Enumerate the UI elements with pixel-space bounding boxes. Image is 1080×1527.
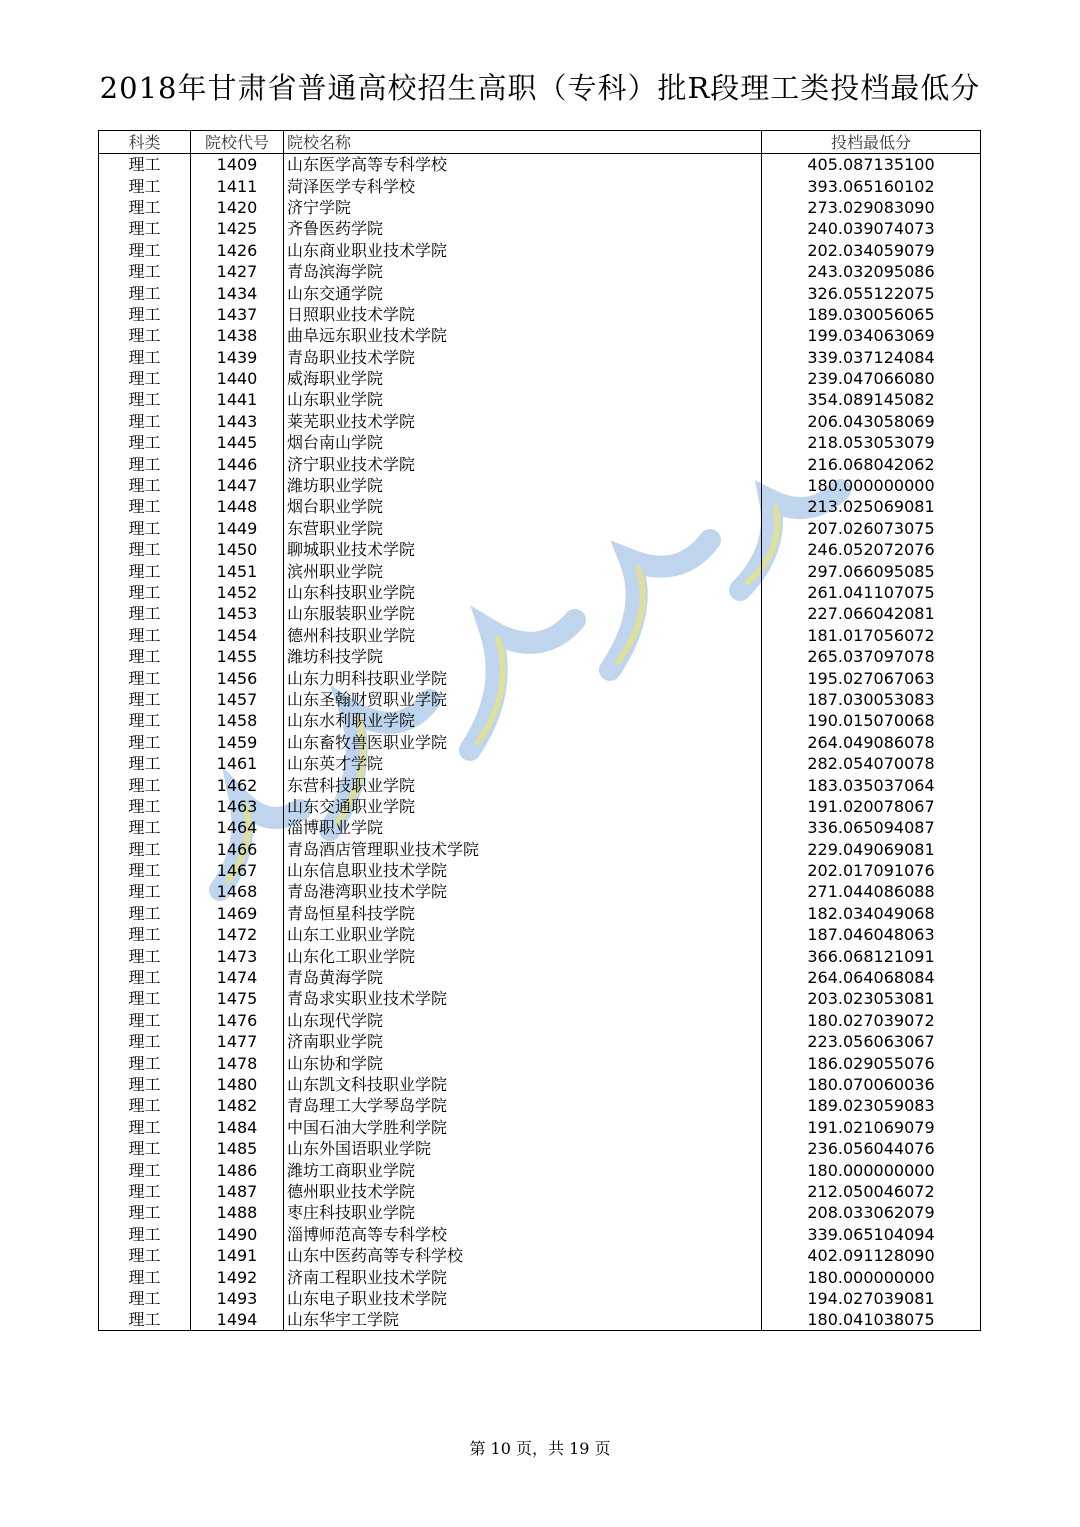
school-code-cell: 1425 bbox=[191, 218, 284, 239]
table-row bbox=[99, 710, 981, 731]
table-row bbox=[99, 154, 981, 176]
table-row bbox=[99, 924, 981, 945]
school-name-cell: 山东外国语职业学院 bbox=[284, 1138, 762, 1159]
header-category: 科类 bbox=[99, 131, 191, 154]
table-row bbox=[99, 240, 981, 261]
table-row bbox=[99, 860, 981, 881]
min-score-cell: 202.034059079 bbox=[762, 240, 981, 261]
category-cell: 理工 bbox=[99, 817, 191, 838]
min-score-cell: 264.049086078 bbox=[762, 732, 981, 753]
table-row bbox=[99, 903, 981, 924]
school-code-cell: 1493 bbox=[191, 1288, 284, 1309]
min-score-cell: 191.021069079 bbox=[762, 1117, 981, 1138]
category-cell: 理工 bbox=[99, 881, 191, 902]
min-score-cell: 202.017091076 bbox=[762, 860, 981, 881]
min-score-cell: 206.043058069 bbox=[762, 411, 981, 432]
school-code-cell: 1420 bbox=[191, 197, 284, 218]
school-name-cell: 山东凯文科技职业学院 bbox=[284, 1074, 762, 1095]
school-code-cell: 1461 bbox=[191, 753, 284, 774]
min-score-cell: 402.091128090 bbox=[762, 1245, 981, 1266]
table-row bbox=[99, 881, 981, 902]
school-name-cell: 潍坊职业学院 bbox=[284, 475, 762, 496]
school-name-cell: 山东交通职业学院 bbox=[284, 796, 762, 817]
school-code-cell: 1468 bbox=[191, 881, 284, 902]
school-name-cell: 枣庄科技职业学院 bbox=[284, 1202, 762, 1223]
school-code-cell: 1492 bbox=[191, 1266, 284, 1287]
category-cell: 理工 bbox=[99, 154, 191, 176]
min-score-cell: 199.034063069 bbox=[762, 325, 981, 346]
category-cell: 理工 bbox=[99, 518, 191, 539]
school-name-cell: 齐鲁医药学院 bbox=[284, 218, 762, 239]
school-name-cell: 青岛理工大学琴岛学院 bbox=[284, 1095, 762, 1116]
min-score-cell: 213.025069081 bbox=[762, 496, 981, 517]
school-name-cell: 山东电子职业技术学院 bbox=[284, 1288, 762, 1309]
table-row bbox=[99, 282, 981, 303]
school-code-cell: 1475 bbox=[191, 988, 284, 1009]
category-cell: 理工 bbox=[99, 1031, 191, 1052]
school-code-cell: 1458 bbox=[191, 710, 284, 731]
school-name-cell: 青岛酒店管理职业技术学院 bbox=[284, 839, 762, 860]
min-score-cell: 223.056063067 bbox=[762, 1031, 981, 1052]
school-code-cell: 1486 bbox=[191, 1159, 284, 1180]
category-cell: 理工 bbox=[99, 1202, 191, 1223]
table-row bbox=[99, 1031, 981, 1052]
min-score-cell: 208.033062079 bbox=[762, 1202, 981, 1223]
category-cell: 理工 bbox=[99, 1074, 191, 1095]
min-score-cell: 218.053053079 bbox=[762, 432, 981, 453]
school-code-cell: 1474 bbox=[191, 967, 284, 988]
school-code-cell: 1454 bbox=[191, 625, 284, 646]
table-row bbox=[99, 1266, 981, 1287]
category-cell: 理工 bbox=[99, 325, 191, 346]
min-score-cell: 366.068121091 bbox=[762, 945, 981, 966]
category-cell: 理工 bbox=[99, 1052, 191, 1073]
school-name-cell: 潍坊工商职业学院 bbox=[284, 1159, 762, 1180]
table-row bbox=[99, 432, 981, 453]
category-cell: 理工 bbox=[99, 839, 191, 860]
school-name-cell: 山东信息职业技术学院 bbox=[284, 860, 762, 881]
category-cell: 理工 bbox=[99, 1181, 191, 1202]
table-row bbox=[99, 496, 981, 517]
table-row bbox=[99, 1224, 981, 1245]
school-code-cell: 1478 bbox=[191, 1052, 284, 1073]
school-code-cell: 1490 bbox=[191, 1224, 284, 1245]
min-score-cell: 243.032095086 bbox=[762, 261, 981, 282]
category-cell: 理工 bbox=[99, 1159, 191, 1180]
table-row bbox=[99, 1181, 981, 1202]
school-code-cell: 1438 bbox=[191, 325, 284, 346]
school-code-cell: 1494 bbox=[191, 1309, 284, 1331]
school-code-cell: 1448 bbox=[191, 496, 284, 517]
category-cell: 理工 bbox=[99, 1288, 191, 1309]
school-code-cell: 1466 bbox=[191, 839, 284, 860]
category-cell: 理工 bbox=[99, 646, 191, 667]
min-score-cell: 191.020078067 bbox=[762, 796, 981, 817]
min-score-cell: 264.064068084 bbox=[762, 967, 981, 988]
category-cell: 理工 bbox=[99, 496, 191, 517]
school-name-cell: 菏泽医学专科学校 bbox=[284, 175, 762, 196]
school-name-cell: 莱芜职业技术学院 bbox=[284, 411, 762, 432]
category-cell: 理工 bbox=[99, 411, 191, 432]
header-min-score: 投档最低分 bbox=[762, 131, 981, 154]
min-score-cell: 195.027067063 bbox=[762, 667, 981, 688]
category-cell: 理工 bbox=[99, 603, 191, 624]
page-number-footer: 第 10 页，共 19 页 bbox=[469, 1439, 611, 1458]
school-name-cell: 东营科技职业学院 bbox=[284, 774, 762, 795]
school-name-cell: 青岛求实职业技术学院 bbox=[284, 988, 762, 1009]
school-name-cell: 济南职业学院 bbox=[284, 1031, 762, 1052]
min-score-cell: 240.039074073 bbox=[762, 218, 981, 239]
table-row bbox=[99, 560, 981, 581]
category-cell: 理工 bbox=[99, 1117, 191, 1138]
school-code-cell: 1434 bbox=[191, 282, 284, 303]
category-cell: 理工 bbox=[99, 796, 191, 817]
category-cell: 理工 bbox=[99, 689, 191, 710]
school-name-cell: 山东现代学院 bbox=[284, 1010, 762, 1031]
school-name-cell: 青岛恒星科技学院 bbox=[284, 903, 762, 924]
school-code-cell: 1409 bbox=[191, 154, 284, 176]
school-code-cell: 1441 bbox=[191, 389, 284, 410]
table-row bbox=[99, 368, 981, 389]
school-code-cell: 1462 bbox=[191, 774, 284, 795]
school-code-cell: 1473 bbox=[191, 945, 284, 966]
min-score-cell: 187.046048063 bbox=[762, 924, 981, 945]
school-name-cell: 烟台南山学院 bbox=[284, 432, 762, 453]
school-name-cell: 德州科技职业学院 bbox=[284, 625, 762, 646]
min-score-cell: 326.055122075 bbox=[762, 282, 981, 303]
table-row bbox=[99, 689, 981, 710]
table-row bbox=[99, 304, 981, 325]
table-row bbox=[99, 197, 981, 218]
category-cell: 理工 bbox=[99, 753, 191, 774]
table-row bbox=[99, 603, 981, 624]
school-name-cell: 山东协和学院 bbox=[284, 1052, 762, 1073]
school-code-cell: 1491 bbox=[191, 1245, 284, 1266]
category-cell: 理工 bbox=[99, 732, 191, 753]
category-cell: 理工 bbox=[99, 1095, 191, 1116]
school-code-cell: 1455 bbox=[191, 646, 284, 667]
school-code-cell: 1452 bbox=[191, 582, 284, 603]
min-score-cell: 180.070060036 bbox=[762, 1074, 981, 1095]
page-title: 2018年甘肃省普通高校招生高职（专科）批R段理工类投档最低分 bbox=[99, 71, 981, 105]
school-name-cell: 山东中医药高等专科学校 bbox=[284, 1245, 762, 1266]
table-row bbox=[99, 218, 981, 239]
school-code-cell: 1426 bbox=[191, 240, 284, 261]
header-school-code: 院校代号 bbox=[191, 131, 284, 154]
school-code-cell: 1487 bbox=[191, 1181, 284, 1202]
school-code-cell: 1477 bbox=[191, 1031, 284, 1052]
min-score-cell: 182.034049068 bbox=[762, 903, 981, 924]
table-row bbox=[99, 261, 981, 282]
min-score-cell: 236.056044076 bbox=[762, 1138, 981, 1159]
table-row bbox=[99, 539, 981, 560]
category-cell: 理工 bbox=[99, 1224, 191, 1245]
category-cell: 理工 bbox=[99, 240, 191, 261]
min-score-cell: 180.000000000 bbox=[762, 475, 981, 496]
min-score-cell: 261.041107075 bbox=[762, 582, 981, 603]
table-row bbox=[99, 732, 981, 753]
category-cell: 理工 bbox=[99, 582, 191, 603]
table-row bbox=[99, 1052, 981, 1073]
category-cell: 理工 bbox=[99, 218, 191, 239]
category-cell: 理工 bbox=[99, 667, 191, 688]
school-code-cell: 1456 bbox=[191, 667, 284, 688]
min-score-cell: 180.000000000 bbox=[762, 1266, 981, 1287]
school-code-cell: 1427 bbox=[191, 261, 284, 282]
school-name-cell: 青岛滨海学院 bbox=[284, 261, 762, 282]
min-score-cell: 273.029083090 bbox=[762, 197, 981, 218]
table-row bbox=[99, 175, 981, 196]
school-code-cell: 1459 bbox=[191, 732, 284, 753]
school-name-cell: 山东工业职业学院 bbox=[284, 924, 762, 945]
category-cell: 理工 bbox=[99, 560, 191, 581]
table-row bbox=[99, 1095, 981, 1116]
min-score-cell: 354.089145082 bbox=[762, 389, 981, 410]
min-score-cell: 271.044086088 bbox=[762, 881, 981, 902]
school-code-cell: 1485 bbox=[191, 1138, 284, 1159]
table-row bbox=[99, 582, 981, 603]
school-name-cell: 东营职业学院 bbox=[284, 518, 762, 539]
school-code-cell: 1457 bbox=[191, 689, 284, 710]
category-cell: 理工 bbox=[99, 304, 191, 325]
table-row bbox=[99, 1159, 981, 1180]
min-score-cell: 239.047066080 bbox=[762, 368, 981, 389]
min-score-cell: 186.029055076 bbox=[762, 1052, 981, 1073]
min-score-cell: 216.068042062 bbox=[762, 453, 981, 474]
table-row bbox=[99, 325, 981, 346]
category-cell: 理工 bbox=[99, 175, 191, 196]
table-row bbox=[99, 475, 981, 496]
min-score-cell: 212.050046072 bbox=[762, 1181, 981, 1202]
table-row bbox=[99, 967, 981, 988]
school-name-cell: 潍坊科技学院 bbox=[284, 646, 762, 667]
category-cell: 理工 bbox=[99, 432, 191, 453]
school-name-cell: 威海职业学院 bbox=[284, 368, 762, 389]
school-name-cell: 山东科技职业学院 bbox=[284, 582, 762, 603]
min-score-cell: 183.035037064 bbox=[762, 774, 981, 795]
table-row bbox=[99, 411, 981, 432]
category-cell: 理工 bbox=[99, 1010, 191, 1031]
category-cell: 理工 bbox=[99, 389, 191, 410]
table-row bbox=[99, 518, 981, 539]
table-row bbox=[99, 774, 981, 795]
school-code-cell: 1451 bbox=[191, 560, 284, 581]
school-code-cell: 1463 bbox=[191, 796, 284, 817]
school-name-cell: 济南工程职业技术学院 bbox=[284, 1266, 762, 1287]
school-code-cell: 1437 bbox=[191, 304, 284, 325]
school-name-cell: 烟台职业学院 bbox=[284, 496, 762, 517]
table-row bbox=[99, 1010, 981, 1031]
school-name-cell: 山东圣翰财贸职业学院 bbox=[284, 689, 762, 710]
category-cell: 理工 bbox=[99, 625, 191, 646]
category-cell: 理工 bbox=[99, 197, 191, 218]
min-score-cell: 265.037097078 bbox=[762, 646, 981, 667]
category-cell: 理工 bbox=[99, 539, 191, 560]
school-code-cell: 1482 bbox=[191, 1095, 284, 1116]
table-row bbox=[99, 817, 981, 838]
table-row bbox=[99, 347, 981, 368]
table-row bbox=[99, 796, 981, 817]
min-score-cell: 339.065104094 bbox=[762, 1224, 981, 1245]
school-code-cell: 1446 bbox=[191, 453, 284, 474]
school-name-cell: 淄博师范高等专科学校 bbox=[284, 1224, 762, 1245]
school-name-cell: 淄博职业学院 bbox=[284, 817, 762, 838]
min-score-cell: 246.052072076 bbox=[762, 539, 981, 560]
school-code-cell: 1449 bbox=[191, 518, 284, 539]
category-cell: 理工 bbox=[99, 347, 191, 368]
school-name-cell: 山东水利职业学院 bbox=[284, 710, 762, 731]
category-cell: 理工 bbox=[99, 282, 191, 303]
school-code-cell: 1472 bbox=[191, 924, 284, 945]
min-score-cell: 194.027039081 bbox=[762, 1288, 981, 1309]
school-name-cell: 山东化工职业学院 bbox=[284, 945, 762, 966]
category-cell: 理工 bbox=[99, 1138, 191, 1159]
category-cell: 理工 bbox=[99, 903, 191, 924]
school-name-cell: 山东医学高等专科学校 bbox=[284, 154, 762, 176]
school-name-cell: 山东英才学院 bbox=[284, 753, 762, 774]
category-cell: 理工 bbox=[99, 453, 191, 474]
school-code-cell: 1439 bbox=[191, 347, 284, 368]
table-row bbox=[99, 625, 981, 646]
table-row bbox=[99, 453, 981, 474]
category-cell: 理工 bbox=[99, 1245, 191, 1266]
header-school-name: 院校名称 bbox=[284, 131, 762, 154]
school-name-cell: 滨州职业学院 bbox=[284, 560, 762, 581]
min-score-cell: 189.023059083 bbox=[762, 1095, 981, 1116]
table-row bbox=[99, 1309, 981, 1331]
category-cell: 理工 bbox=[99, 475, 191, 496]
category-cell: 理工 bbox=[99, 945, 191, 966]
min-score-cell: 187.030053083 bbox=[762, 689, 981, 710]
school-code-cell: 1464 bbox=[191, 817, 284, 838]
school-name-cell: 济宁职业技术学院 bbox=[284, 453, 762, 474]
school-name-cell: 山东职业学院 bbox=[284, 389, 762, 410]
category-cell: 理工 bbox=[99, 368, 191, 389]
category-cell: 理工 bbox=[99, 710, 191, 731]
school-name-cell: 山东力明科技职业学院 bbox=[284, 667, 762, 688]
min-score-cell: 180.027039072 bbox=[762, 1010, 981, 1031]
min-score-cell: 405.087135100 bbox=[762, 154, 981, 176]
school-name-cell: 山东畜牧兽医职业学院 bbox=[284, 732, 762, 753]
school-code-cell: 1445 bbox=[191, 432, 284, 453]
school-name-cell: 中国石油大学胜利学院 bbox=[284, 1117, 762, 1138]
school-name-cell: 山东华宇工学院 bbox=[284, 1309, 762, 1331]
school-code-cell: 1453 bbox=[191, 603, 284, 624]
school-code-cell: 1440 bbox=[191, 368, 284, 389]
min-score-cell: 207.026073075 bbox=[762, 518, 981, 539]
category-cell: 理工 bbox=[99, 967, 191, 988]
table-row bbox=[99, 945, 981, 966]
school-code-cell: 1484 bbox=[191, 1117, 284, 1138]
table-row bbox=[99, 667, 981, 688]
school-code-cell: 1443 bbox=[191, 411, 284, 432]
school-code-cell: 1476 bbox=[191, 1010, 284, 1031]
school-name-cell: 青岛职业技术学院 bbox=[284, 347, 762, 368]
school-code-cell: 1480 bbox=[191, 1074, 284, 1095]
table-header-row bbox=[99, 131, 981, 154]
min-score-cell: 297.066095085 bbox=[762, 560, 981, 581]
min-score-cell: 229.049069081 bbox=[762, 839, 981, 860]
table-row bbox=[99, 1138, 981, 1159]
table-row bbox=[99, 1245, 981, 1266]
school-name-cell: 聊城职业技术学院 bbox=[284, 539, 762, 560]
school-name-cell: 山东服装职业学院 bbox=[284, 603, 762, 624]
table-row bbox=[99, 1117, 981, 1138]
min-score-cell: 203.023053081 bbox=[762, 988, 981, 1009]
category-cell: 理工 bbox=[99, 1309, 191, 1331]
category-cell: 理工 bbox=[99, 261, 191, 282]
min-score-cell: 336.065094087 bbox=[762, 817, 981, 838]
school-name-cell: 济宁学院 bbox=[284, 197, 762, 218]
min-score-cell: 180.041038075 bbox=[762, 1309, 981, 1331]
table-row bbox=[99, 389, 981, 410]
category-cell: 理工 bbox=[99, 860, 191, 881]
table-row bbox=[99, 1202, 981, 1223]
table-row bbox=[99, 839, 981, 860]
min-score-cell: 393.065160102 bbox=[762, 175, 981, 196]
min-score-cell: 190.015070068 bbox=[762, 710, 981, 731]
school-code-cell: 1447 bbox=[191, 475, 284, 496]
school-name-cell: 青岛黄海学院 bbox=[284, 967, 762, 988]
category-cell: 理工 bbox=[99, 924, 191, 945]
category-cell: 理工 bbox=[99, 1266, 191, 1287]
school-code-cell: 1488 bbox=[191, 1202, 284, 1223]
min-score-cell: 282.054070078 bbox=[762, 753, 981, 774]
school-name-cell: 山东商业职业技术学院 bbox=[284, 240, 762, 261]
min-score-cell: 339.037124084 bbox=[762, 347, 981, 368]
table-row bbox=[99, 646, 981, 667]
category-cell: 理工 bbox=[99, 988, 191, 1009]
table-body bbox=[99, 154, 981, 1331]
table-row bbox=[99, 988, 981, 1009]
min-score-cell: 181.017056072 bbox=[762, 625, 981, 646]
table-row bbox=[99, 1288, 981, 1309]
school-name-cell: 山东交通学院 bbox=[284, 282, 762, 303]
school-name-cell: 曲阜远东职业技术学院 bbox=[284, 325, 762, 346]
category-cell: 理工 bbox=[99, 774, 191, 795]
table-row bbox=[99, 1074, 981, 1095]
admission-score-table bbox=[98, 130, 981, 1331]
school-name-cell: 德州职业技术学院 bbox=[284, 1181, 762, 1202]
school-name-cell: 日照职业技术学院 bbox=[284, 304, 762, 325]
table-row bbox=[99, 753, 981, 774]
school-code-cell: 1450 bbox=[191, 539, 284, 560]
min-score-cell: 180.000000000 bbox=[762, 1159, 981, 1180]
school-code-cell: 1411 bbox=[191, 175, 284, 196]
min-score-cell: 189.030056065 bbox=[762, 304, 981, 325]
school-name-cell: 青岛港湾职业技术学院 bbox=[284, 881, 762, 902]
min-score-cell: 227.066042081 bbox=[762, 603, 981, 624]
school-code-cell: 1467 bbox=[191, 860, 284, 881]
school-code-cell: 1469 bbox=[191, 903, 284, 924]
